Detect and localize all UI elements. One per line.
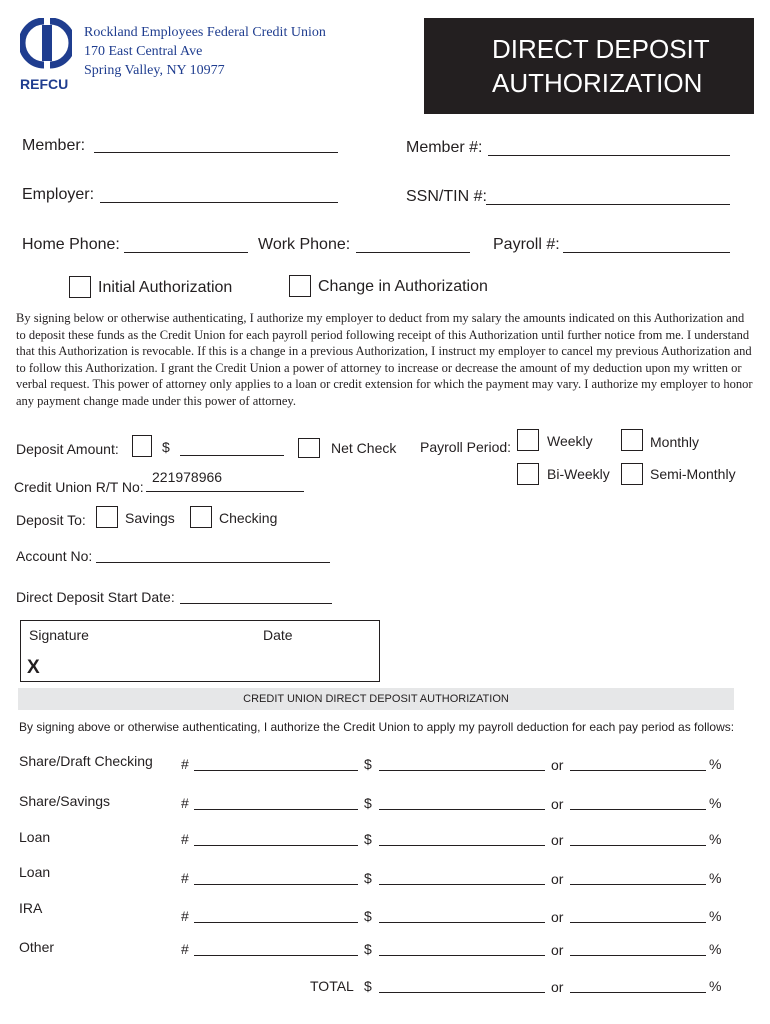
- address-line-1: 170 East Central Ave: [84, 44, 203, 59]
- member-number-field[interactable]: [488, 155, 730, 156]
- amount-field[interactable]: [379, 955, 545, 956]
- hash-sign: #: [181, 795, 189, 811]
- initial-authorization-label: Initial Authorization: [98, 279, 233, 296]
- signature-x-mark: X: [27, 657, 40, 678]
- title-line-2: AUTHORIZATION: [492, 68, 703, 98]
- percent-sign: %: [709, 756, 722, 772]
- allocation-row-label: IRA: [19, 900, 43, 916]
- section-banner: [18, 688, 734, 710]
- percent-field[interactable]: [570, 770, 706, 771]
- bi-weekly-checkbox[interactable]: [517, 463, 539, 485]
- hash-sign: #: [181, 870, 189, 886]
- percent-field[interactable]: [570, 922, 706, 923]
- account-number-field[interactable]: [96, 562, 330, 563]
- deposit-amount-label: Deposit Amount:: [16, 441, 119, 457]
- or-label: or: [551, 909, 564, 925]
- member-field[interactable]: [94, 152, 338, 153]
- total-or-label: or: [551, 979, 564, 995]
- deposit-amount-checkbox[interactable]: [132, 435, 152, 457]
- routing-number-label: Credit Union R/T No:: [14, 479, 144, 495]
- authorization-terms: By signing below or otherwise authenticating, I authorize my employer to deduct from my salary the amounts indicated on this Authorization and to deposit these funds as the Credit Union for each payroll period following receipt of this Authorization until further notice from me. I understand that this Authorization is revocable. If this is a change in a previous Authorization, I instruct my employer to cancel my previous Authorization and to follow this Authorization. I grant the Credit Union a power of attorney to increase or decrease the amount of my deduction upon my written or verbal request. This power of attorney only applies to a loan or credit extension for which the payment may vary. I authorize my employer to honor any payment change made under this power of attorney.: [16, 311, 753, 408]
- initial-authorization-checkbox[interactable]: [69, 276, 91, 298]
- amount-field[interactable]: [379, 922, 545, 923]
- deposit-to-label: Deposit To:: [16, 512, 86, 528]
- allocation-row-label: Loan: [19, 864, 51, 880]
- ssn-label: SSN/TIN #:: [406, 188, 487, 205]
- or-label: or: [551, 757, 564, 773]
- section-intro: By signing above or otherwise authenticating, I authorize the Credit Union to apply my payroll deduction for each pay period as follows:: [19, 720, 735, 734]
- percent-sign: %: [709, 831, 722, 847]
- account-number-label: Account No:: [16, 548, 93, 564]
- percent-sign: %: [709, 795, 722, 811]
- signature-label: Signature: [29, 627, 89, 643]
- hash-sign: #: [181, 941, 189, 957]
- dollar-sign: $: [364, 908, 372, 924]
- percent-sign: %: [709, 941, 722, 957]
- account-number-field[interactable]: [194, 845, 358, 846]
- percent-field[interactable]: [570, 955, 706, 956]
- payroll-period-label: Payroll Period:: [420, 439, 512, 455]
- section-banner-title: CREDIT UNION DIRECT DEPOSIT AUTHORIZATION: [243, 693, 509, 705]
- home-phone-field[interactable]: [124, 252, 248, 253]
- payroll-number-field[interactable]: [563, 252, 730, 253]
- member-label: Member:: [22, 137, 86, 154]
- or-label: or: [551, 832, 564, 848]
- weekly-checkbox[interactable]: [517, 429, 539, 451]
- title-line-1: DIRECT DEPOSIT: [492, 34, 710, 64]
- hash-sign: #: [181, 756, 189, 772]
- net-check-checkbox[interactable]: [298, 438, 320, 458]
- total-amount-field[interactable]: [379, 992, 545, 993]
- deposit-dollar-sign: $: [162, 439, 170, 455]
- date-label: Date: [263, 627, 293, 643]
- percent-field[interactable]: [570, 809, 706, 810]
- percent-field[interactable]: [570, 884, 706, 885]
- amount-field[interactable]: [379, 770, 545, 771]
- allocation-row-label: Other: [19, 939, 55, 955]
- percent-sign: %: [709, 870, 722, 886]
- work-phone-field[interactable]: [356, 252, 470, 253]
- dollar-sign: $: [364, 795, 372, 811]
- deposit-amount-field[interactable]: [180, 455, 284, 456]
- title-block: [424, 18, 754, 114]
- org-name: Rockland Employees Federal Credit Union: [84, 25, 326, 40]
- savings-checkbox[interactable]: [96, 506, 118, 528]
- home-phone-label: Home Phone:: [22, 236, 120, 253]
- ssn-field[interactable]: [486, 204, 730, 205]
- total-percent-sign: %: [709, 978, 722, 994]
- hash-sign: #: [181, 908, 189, 924]
- checking-label: Checking: [219, 510, 278, 526]
- dollar-sign: $: [364, 870, 372, 886]
- total-label: TOTAL: [310, 978, 354, 994]
- amount-field[interactable]: [379, 845, 545, 846]
- account-number-field[interactable]: [194, 770, 358, 771]
- account-number-field[interactable]: [194, 884, 358, 885]
- bi-weekly-label: Bi-Weekly: [547, 466, 610, 482]
- employer-field[interactable]: [100, 202, 338, 203]
- dollar-sign: $: [364, 831, 372, 847]
- address-line-2: Spring Valley, NY 10977: [84, 63, 225, 78]
- allocation-row-label: Share/Draft Checking: [19, 753, 153, 769]
- monthly-checkbox[interactable]: [621, 429, 643, 451]
- account-number-field[interactable]: [194, 922, 358, 923]
- start-date-label: Direct Deposit Start Date:: [16, 589, 175, 605]
- start-date-field[interactable]: [180, 603, 332, 604]
- total-percent-field[interactable]: [570, 992, 706, 993]
- hash-sign: #: [181, 831, 189, 847]
- member-number-label: Member #:: [406, 139, 483, 156]
- semi-monthly-checkbox[interactable]: [621, 463, 643, 485]
- weekly-label: Weekly: [547, 433, 593, 449]
- amount-field[interactable]: [379, 884, 545, 885]
- payroll-number-label: Payroll #:: [493, 236, 560, 253]
- routing-number-value: 221978966: [152, 469, 223, 485]
- or-label: or: [551, 871, 564, 887]
- monthly-label: Monthly: [650, 434, 700, 450]
- percent-field[interactable]: [570, 845, 706, 846]
- work-phone-label: Work Phone:: [258, 236, 351, 253]
- dollar-sign: $: [364, 756, 372, 772]
- checking-checkbox[interactable]: [190, 506, 212, 528]
- signature-box[interactable]: [20, 620, 380, 682]
- routing-number-line: [146, 491, 304, 492]
- account-number-field[interactable]: [194, 955, 358, 956]
- or-label: or: [551, 942, 564, 958]
- total-dollar-sign: $: [364, 978, 372, 994]
- change-authorization-checkbox[interactable]: [289, 275, 311, 297]
- or-label: or: [551, 796, 564, 812]
- semi-monthly-label: Semi-Monthly: [650, 466, 736, 482]
- refcu-logo-icon: [20, 18, 72, 74]
- dollar-sign: $: [364, 941, 372, 957]
- amount-field[interactable]: [379, 809, 545, 810]
- account-number-field[interactable]: [194, 809, 358, 810]
- savings-label: Savings: [125, 510, 175, 526]
- employer-label: Employer:: [22, 186, 95, 203]
- percent-sign: %: [709, 908, 722, 924]
- allocation-row-label: Loan: [19, 829, 51, 845]
- logo-text: REFCU: [20, 76, 69, 92]
- change-authorization-label: Change in Authorization: [318, 278, 488, 295]
- allocation-row-label: Share/Savings: [19, 793, 111, 809]
- net-check-label: Net Check: [331, 440, 397, 456]
